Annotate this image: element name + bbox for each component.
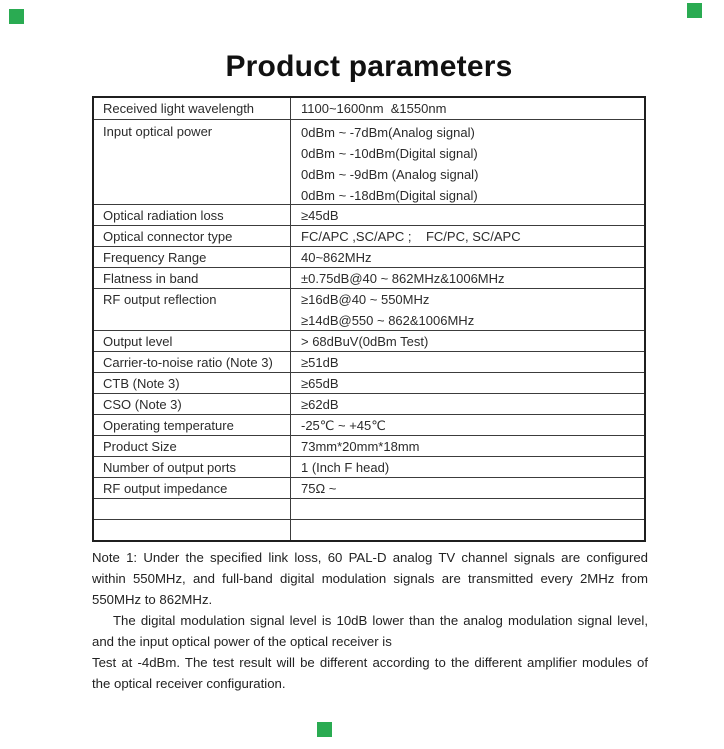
table-row — [94, 435, 644, 456]
table-row — [94, 414, 644, 435]
param-label: Frequency Range — [94, 247, 291, 267]
param-label: Carrier-to-noise ratio (Note 3) — [94, 352, 291, 372]
param-value-cell — [291, 373, 644, 393]
value-line: 0dBm ~ -7dBm(Analog signal) — [301, 125, 475, 140]
param-label: Operating temperature — [94, 415, 291, 435]
param-value-cell — [291, 520, 644, 540]
param-label: Input optical power — [94, 120, 291, 204]
param-label: Flatness in band — [94, 268, 291, 288]
value-line — [301, 499, 644, 519]
param-value-cell — [291, 98, 644, 119]
param-value-cell — [291, 268, 644, 288]
value-line: 1 (Inch F head) — [301, 460, 390, 475]
table-row — [94, 393, 644, 414]
param-label: Product Size — [94, 436, 291, 456]
param-label — [94, 520, 291, 540]
value-line — [301, 520, 644, 540]
param-label: RF output impedance — [94, 478, 291, 498]
note-line: The digital modulation signal level is 10dB lower than the analog modulation signal level, — [113, 613, 648, 628]
value-line: FC/APC ,SC/APC ; FC/PC, SC/APC — [301, 229, 521, 244]
table-row-empty — [94, 498, 644, 519]
param-label — [94, 499, 291, 519]
value-line: ≥14dB@550 ~ 862&1006MHz — [301, 313, 475, 328]
table-row — [94, 246, 644, 267]
table-row — [94, 330, 644, 351]
value-line: 73mm*20mm*18mm — [301, 439, 420, 454]
param-label: CTB (Note 3) — [94, 373, 291, 393]
note-line: the optical receiver configuration. — [92, 676, 286, 691]
param-label: Optical connector type — [94, 226, 291, 246]
note-line: 550MHz to 862MHz. — [92, 592, 213, 607]
param-label: Number of output ports — [94, 457, 291, 477]
param-value-cell — [291, 120, 644, 204]
param-label: RF output reflection — [94, 289, 291, 330]
note-line: Test at -4dBm. The test result will be different according to the different amplifier modules of — [92, 655, 648, 670]
table-row — [94, 372, 644, 393]
param-label: CSO (Note 3) — [94, 394, 291, 414]
param-value-cell — [291, 394, 644, 414]
param-value-cell — [291, 226, 644, 246]
param-value-cell — [291, 415, 644, 435]
value-line: > 68dBuV(0dBm Test) — [301, 334, 429, 349]
param-value-cell — [291, 436, 644, 456]
value-line: 0dBm ~ -18dBm(Digital signal) — [301, 188, 478, 203]
table-row-empty — [94, 519, 644, 540]
param-value-cell — [291, 247, 644, 267]
note-line: Note 1: Under the specified link loss, 60 PAL-D analog TV channel signals are configured — [92, 550, 648, 565]
param-value-cell — [291, 457, 644, 477]
value-line: ±0.75dB@40 ~ 862MHz&1006MHz — [301, 271, 505, 286]
value-line: 1100~1600nm &1550nm — [301, 101, 447, 116]
product-spec-table — [92, 96, 646, 542]
note-line: within 550MHz, and full-band digital modulation signals are transmitted every 2MHz from — [92, 571, 648, 586]
table-row — [94, 119, 644, 204]
value-line: ≥51dB — [301, 355, 339, 370]
value-line: ≥45dB — [301, 208, 339, 223]
value-line: ≥62dB — [301, 397, 339, 412]
value-line: ≥65dB — [301, 376, 339, 391]
notes-section — [92, 547, 648, 694]
page-title: Product parameters — [225, 50, 513, 83]
green-square-marker-bottom — [317, 722, 332, 737]
table-row — [94, 288, 644, 330]
value-line: 0dBm ~ -9dBm (Analog signal) — [301, 167, 479, 182]
param-value-cell — [291, 478, 644, 498]
param-label: Output level — [94, 331, 291, 351]
param-value-cell — [291, 499, 644, 519]
green-square-marker-top-left — [9, 9, 24, 24]
note-line: and the input optical power of the optical receiver is — [92, 634, 392, 649]
value-line: ≥16dB@40 ~ 550MHz — [301, 292, 430, 307]
table-row — [94, 204, 644, 225]
param-label: Optical radiation loss — [94, 205, 291, 225]
param-label: Received light wavelength — [94, 98, 291, 119]
table-row — [94, 98, 644, 119]
table-row — [94, 267, 644, 288]
param-value-cell — [291, 205, 644, 225]
table-row — [94, 477, 644, 498]
table-row — [94, 351, 644, 372]
table-row — [94, 225, 644, 246]
param-value-cell — [291, 289, 644, 330]
value-line: 75Ω ~ — [301, 481, 337, 496]
value-line: 40~862MHz — [301, 250, 372, 265]
value-line: 0dBm ~ -10dBm(Digital signal) — [301, 146, 478, 161]
table-row — [94, 456, 644, 477]
value-line: -25℃ ~ +45℃ — [301, 418, 386, 433]
param-value-cell — [291, 352, 644, 372]
param-value-cell — [291, 331, 644, 351]
green-square-marker-top-right — [687, 3, 702, 18]
